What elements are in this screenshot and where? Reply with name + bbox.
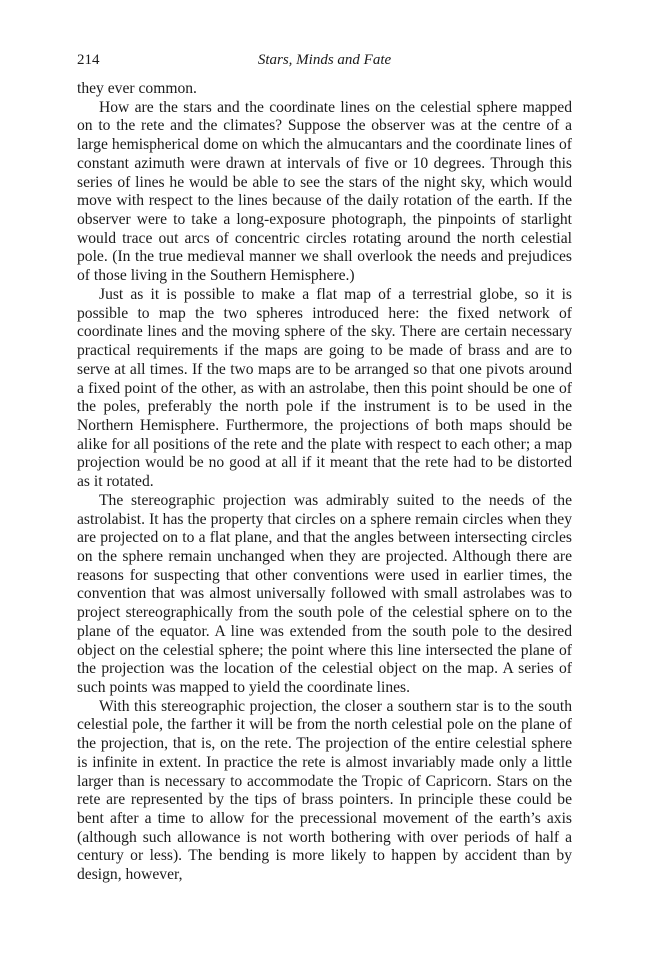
- paragraph-mapping-question: How are the stars and the coordinate lines on the celestial sphere mapped on to the rete and the climates? Suppose the observer was at the centre of a large hemispherical dome on which the almucantars and the coordinate lines of constant azimuth were drawn at intervals of five or 10 degrees. Through this series of lines he would be able to see the stars of the night sky, which would move with respect to the lines because of the daily rotation of the earth. If the observer were to take a long-exposure photograph, the pinpoints of starlight would trace out arcs of concentric circles rotating around the north celestial pole. (In the true medieval manner we shall overlook the needs and prejudices of those living in the Southern Hemisphere.): [77, 98, 572, 285]
- paragraph-continuation: they ever common.: [77, 80, 197, 97]
- running-head: [77, 50, 572, 70]
- page-number: 214: [77, 52, 100, 68]
- body-text: [77, 80, 572, 885]
- paragraph-southern-stars: With this stereographic projection, the closer a southern star is to the south celestial pole, the farther it will be from the north celestial pole on the plane of the projection, that is, on the rete. The projection of the entire celestial sphere is infinite in extent. In practice the rete is almost invariably made only a little larger than is necessary to accommodate the Tropic of Capricorn. Stars on the rete are represented by the tips of brass pointers. In principle these could be bent after a time to allow for the precessional movement of the earth’s axis (although such allowance is not worth bothering with over periods of half a century or less). The bending is more likely to happen by accident than by design, however,: [77, 697, 572, 884]
- running-title: Stars, Minds and Fate: [257, 52, 392, 68]
- paragraph-flat-map: Just as it is possible to make a flat map of a terrestrial globe, so it is possible to map the two spheres introduced here: the fixed network of coordinate lines and the moving sphere of the sky. There are certain necessary practical requirements if the maps are going to be made of brass and are to serve at all times. If the two maps are to be arranged so that one pivots around a fixed point of the other, as with an astrolabe, then this point should be one of the poles, preferably the north pole if the instrument is to be used in the Northern Hemisphere. Furthermore, the projections of both maps should be alike for all positions of the rete and the plate with respect to each other; a map projection would be no good at all if it meant that the rete had to be distorted as it rotated.: [77, 285, 572, 491]
- book-page: [77, 50, 572, 885]
- paragraph-stereographic-projection: The stereographic projection was admirably suited to the needs of the astrolabist. It has the property that circles on a sphere remain circles when they are projected on to a flat plane, and that the angles between intersecting circles on the sphere remain unchanged when they are projected. Although there are reasons for suspecting that other conventions were used in earlier times, the convention that was almost universally followed with small astrolabes was to project stereographically from the south pole of the celestial sphere on to the plane of the equator. A line was extended from the south pole to the desired object on the celestial sphere; the point where this line intersected the plane of the projection was the location of the celestial object on the map. A series of such points was mapped to yield the coordinate lines.: [77, 491, 572, 696]
